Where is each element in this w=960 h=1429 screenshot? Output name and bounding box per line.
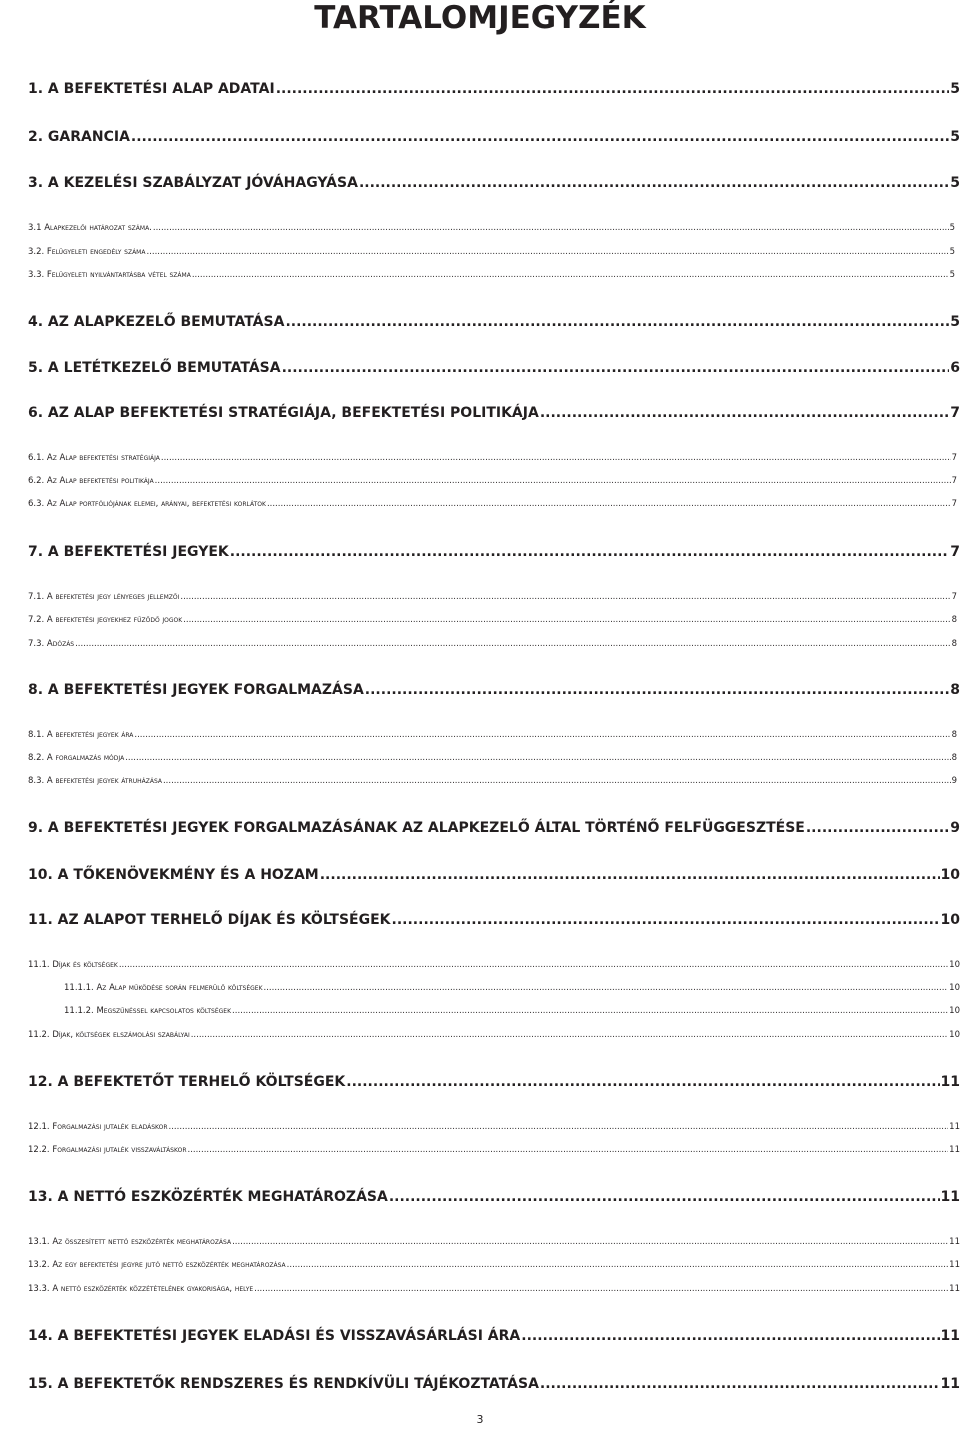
toc-leader-dots — [521, 1327, 939, 1345]
toc-leader-dots — [191, 1029, 948, 1041]
toc-entry-page: 8 — [951, 753, 957, 763]
toc-entry-page: 7 — [951, 499, 957, 509]
toc-entry[interactable] — [0, 1188, 960, 1208]
toc-entry-page: 7 — [951, 453, 957, 463]
toc-entry-page: 11 — [949, 1122, 960, 1132]
toc-leader-dots — [131, 128, 949, 146]
toc-entry-label: 3.3. Felügyeleti nyilvántartásba vétel száma — [28, 270, 191, 280]
toc-entry-page: 11 — [940, 1328, 960, 1344]
toc-leader-dots — [540, 1375, 940, 1393]
toc-entry[interactable] — [0, 1144, 960, 1164]
toc-entry-page: 7 — [951, 592, 957, 602]
toc-entry-label: 1. A BEFEKTETÉSI ALAP ADATAI — [28, 81, 275, 97]
toc-entry[interactable] — [0, 128, 960, 148]
toc-leader-dots — [188, 1144, 949, 1156]
toc-entry[interactable] — [0, 911, 960, 931]
toc-entry-label: 6. AZ ALAP BEFEKTETÉSI STRATÉGIÁJA, BEFEKTETÉSI POLITIKÁJA — [28, 405, 539, 421]
toc-entry[interactable] — [0, 313, 960, 333]
toc-entry-label: 13.3. A nettó eszközérték közzétételének gyakorisága, helye — [28, 1284, 254, 1294]
toc-entry-page: 8 — [951, 615, 957, 625]
toc-entry-page: 10 — [949, 1006, 960, 1016]
toc-leader-dots — [276, 80, 950, 98]
toc-entry-label: 12.2. Forgalmazási jutalék visszaváltáskor — [28, 1145, 187, 1155]
toc-entry-page: 10 — [949, 983, 960, 993]
toc-entry-label: 11. AZ ALAPOT TERHELŐ DÍJAK ÉS KÖLTSÉGEK — [28, 912, 391, 928]
toc-entry-page: 9 — [951, 776, 957, 786]
toc-entry[interactable] — [0, 1073, 960, 1093]
toc-entry-label: 3.1 Alapkezelői határozat száma. — [28, 223, 152, 233]
toc-leader-dots — [232, 1005, 948, 1017]
toc-entry-label: 8.3. A befektetési jegyek átruházása — [28, 776, 162, 786]
toc-leader-dots — [75, 638, 950, 650]
toc-leader-dots — [365, 681, 949, 699]
toc-entry[interactable] — [0, 819, 960, 839]
toc-entry[interactable] — [0, 982, 960, 1002]
toc-entry-page: 5 — [950, 81, 960, 97]
toc-entry-label: 11.1.1. Az Alap működése során felmerülő költségek — [64, 983, 263, 993]
toc-entry-label: 6.1. Az Alap befektetési stratégiája — [28, 453, 160, 463]
toc-entry-label: 8.2. A forgalmazás módja — [28, 753, 125, 763]
toc-leader-dots — [389, 1188, 940, 1206]
toc-leader-dots — [392, 911, 940, 929]
toc-leader-dots — [254, 1283, 948, 1295]
toc-entry-label: 7.1. A befektetési jegy lényeges jellemzői — [28, 592, 180, 602]
toc-entry[interactable] — [0, 475, 957, 495]
toc-entry[interactable] — [0, 1327, 960, 1347]
toc-entry-page: 8 — [951, 639, 957, 649]
toc-entry[interactable] — [0, 1283, 960, 1303]
toc-entry-label: 8. A BEFEKTETÉSI JEGYEK FORGALMAZÁSA — [28, 682, 364, 698]
toc-entry-label: 13.2. Az egy befektetési jegyre jutó nettó eszközérték meghatározása — [28, 1260, 286, 1270]
toc-entry-label: 14. A BEFEKTETÉSI JEGYEK ELADÁSI ÉS VISSZAVÁSÁRLÁSI ÁRA — [28, 1328, 521, 1344]
toc-leader-dots — [540, 404, 949, 422]
toc-entry-page: 11 — [949, 1284, 960, 1294]
toc-leader-dots — [264, 982, 949, 994]
toc-entry-label: 15. A BEFEKTETŐK RENDSZERES ÉS RENDKÍVÜLI TÁJÉKOZTATÁSA — [28, 1376, 539, 1392]
toc-entry-label: 3.2. Felügyeleti engedély száma — [28, 247, 146, 257]
toc-entry[interactable] — [0, 543, 960, 563]
toc-entry[interactable] — [0, 498, 957, 518]
toc-leader-dots — [232, 1236, 948, 1248]
toc-leader-dots — [163, 775, 951, 787]
toc-leader-dots — [146, 246, 948, 258]
toc-leader-dots — [183, 614, 950, 626]
toc-entry-page: 5 — [949, 247, 955, 257]
toc-entry-page: 10 — [949, 1030, 960, 1040]
toc-entry[interactable] — [0, 174, 960, 194]
toc-leader-dots — [119, 959, 948, 971]
toc-leader-dots — [346, 1073, 939, 1091]
toc-entry-label: 3. A KEZELÉSI SZABÁLYZAT JÓVÁHAGYÁSA — [28, 175, 358, 191]
toc-entry[interactable] — [0, 1236, 960, 1256]
toc-entry-page: 5 — [949, 270, 955, 280]
toc-entry-label: 6.2. Az Alap befektetési politikája — [28, 476, 154, 486]
page-number: 3 — [476, 1413, 484, 1426]
toc-entry[interactable] — [0, 1029, 960, 1049]
toc-entry-label: 13. A NETTÓ ESZKÖZÉRTÉK MEGHATÁROZÁSA — [28, 1189, 388, 1205]
toc-leader-dots — [153, 222, 949, 234]
toc-leader-dots — [287, 1259, 949, 1271]
toc-entry-label: 7.2. A befektetési jegyekhez fűződő jogok — [28, 615, 183, 625]
toc-entry-label: 10. A TŐKENÖVEKMÉNY ÉS A HOZAM — [28, 867, 319, 883]
toc-entry-page: 5 — [950, 129, 960, 145]
toc-entry[interactable] — [0, 591, 957, 611]
toc-entry-label: 12.1. Forgalmazási jutalék eladáskor — [28, 1122, 168, 1132]
toc-entry-label: 11.1. Díjak és költségek — [28, 960, 118, 970]
toc-entry-page: 10 — [940, 912, 960, 928]
toc-entry[interactable] — [0, 80, 960, 100]
toc-entry[interactable] — [0, 269, 955, 289]
toc-entry-page: 11 — [949, 1237, 960, 1247]
toc-entry-label: 2. GARANCIA — [28, 129, 130, 145]
toc-leader-dots — [320, 866, 940, 884]
toc-entry-page: 6 — [950, 360, 960, 376]
toc-entry-page: 5 — [949, 223, 955, 233]
toc-leader-dots — [169, 1121, 949, 1133]
toc-entry[interactable] — [0, 752, 957, 772]
toc-entry-page: 5 — [950, 314, 960, 330]
toc-entry-page: 7 — [950, 544, 960, 560]
toc-entry[interactable] — [0, 729, 957, 749]
toc-entry-page: 10 — [949, 960, 960, 970]
toc-leader-dots — [134, 729, 950, 741]
toc-entry-label: 5. A LETÉTKEZELŐ BEMUTATÁSA — [28, 360, 281, 376]
toc-leader-dots — [125, 752, 950, 764]
toc-entry-label: 8.1. A befektetési jegyek ára — [28, 730, 134, 740]
toc-entry[interactable] — [0, 681, 960, 701]
toc-entry[interactable] — [0, 246, 955, 266]
page-title: TARTALOMJEGYZÉK — [314, 0, 646, 36]
toc-leader-dots — [359, 174, 949, 192]
toc-entry-page: 11 — [940, 1074, 960, 1090]
toc-entry-label: 7. A BEFEKTETÉSI JEGYEK — [28, 544, 229, 560]
toc-entry[interactable] — [0, 1121, 960, 1141]
toc-entry-label: 11.2. Díjak, költségek elszámolási szabályai — [28, 1030, 190, 1040]
toc-entry-page: 11 — [949, 1260, 960, 1270]
toc-leader-dots — [230, 543, 949, 561]
toc-entry-page: 7 — [950, 405, 960, 421]
toc-entry-page: 8 — [950, 682, 960, 698]
toc-entry-label: 7.3. Adózás — [28, 639, 75, 649]
toc-leader-dots — [161, 452, 951, 464]
toc-leader-dots — [267, 498, 951, 510]
toc-entry-page: 5 — [950, 175, 960, 191]
toc-entry[interactable] — [0, 222, 955, 242]
toc-entry-label: 9. A BEFEKTETÉSI JEGYEK FORGALMAZÁSÁNAK AZ ALAPKEZELŐ ÁLTAL TÖRTÉNŐ FELFÜGGESZTÉSE — [28, 820, 805, 836]
toc-leader-dots — [285, 313, 949, 331]
toc-entry-label: 6.3. Az Alap portfóliójának elemei, arányai, befektetési korlátok — [28, 499, 266, 509]
toc-entry-label: 13.1. Az összesített nettó eszközérték meghatározása — [28, 1237, 232, 1247]
toc-entry[interactable] — [0, 638, 957, 658]
toc-entry[interactable] — [0, 404, 960, 424]
toc-entry[interactable] — [0, 614, 957, 634]
toc-entry[interactable] — [0, 959, 960, 979]
toc-leader-dots — [806, 819, 949, 837]
toc-entry[interactable] — [0, 1375, 960, 1395]
toc-entry-page: 8 — [951, 730, 957, 740]
toc-entry[interactable] — [0, 359, 960, 379]
toc-entry-label: 11.1.2. Megszűnéssel kapcsolatos költségek — [64, 1006, 232, 1016]
toc-leader-dots — [282, 359, 950, 377]
toc-entry[interactable] — [0, 1005, 960, 1025]
toc-entry[interactable] — [0, 452, 957, 472]
toc-entry-page: 11 — [949, 1145, 960, 1155]
toc-entry-label: 4. AZ ALAPKEZELŐ BEMUTATÁSA — [28, 314, 285, 330]
toc-leader-dots — [180, 591, 950, 603]
toc-entry[interactable] — [0, 866, 960, 886]
toc-entry-page: 10 — [940, 867, 960, 883]
toc-leader-dots — [155, 475, 951, 487]
toc-leader-dots — [192, 269, 949, 281]
toc-entry-page: 9 — [950, 820, 960, 836]
toc-entry[interactable] — [0, 1259, 960, 1279]
toc-entry-page: 11 — [940, 1376, 960, 1392]
toc-entry-label: 12. A BEFEKTETŐT TERHELŐ KÖLTSÉGEK — [28, 1074, 346, 1090]
toc-entry[interactable] — [0, 775, 957, 795]
toc-entry-page: 11 — [940, 1189, 960, 1205]
toc-entry-page: 7 — [951, 476, 957, 486]
